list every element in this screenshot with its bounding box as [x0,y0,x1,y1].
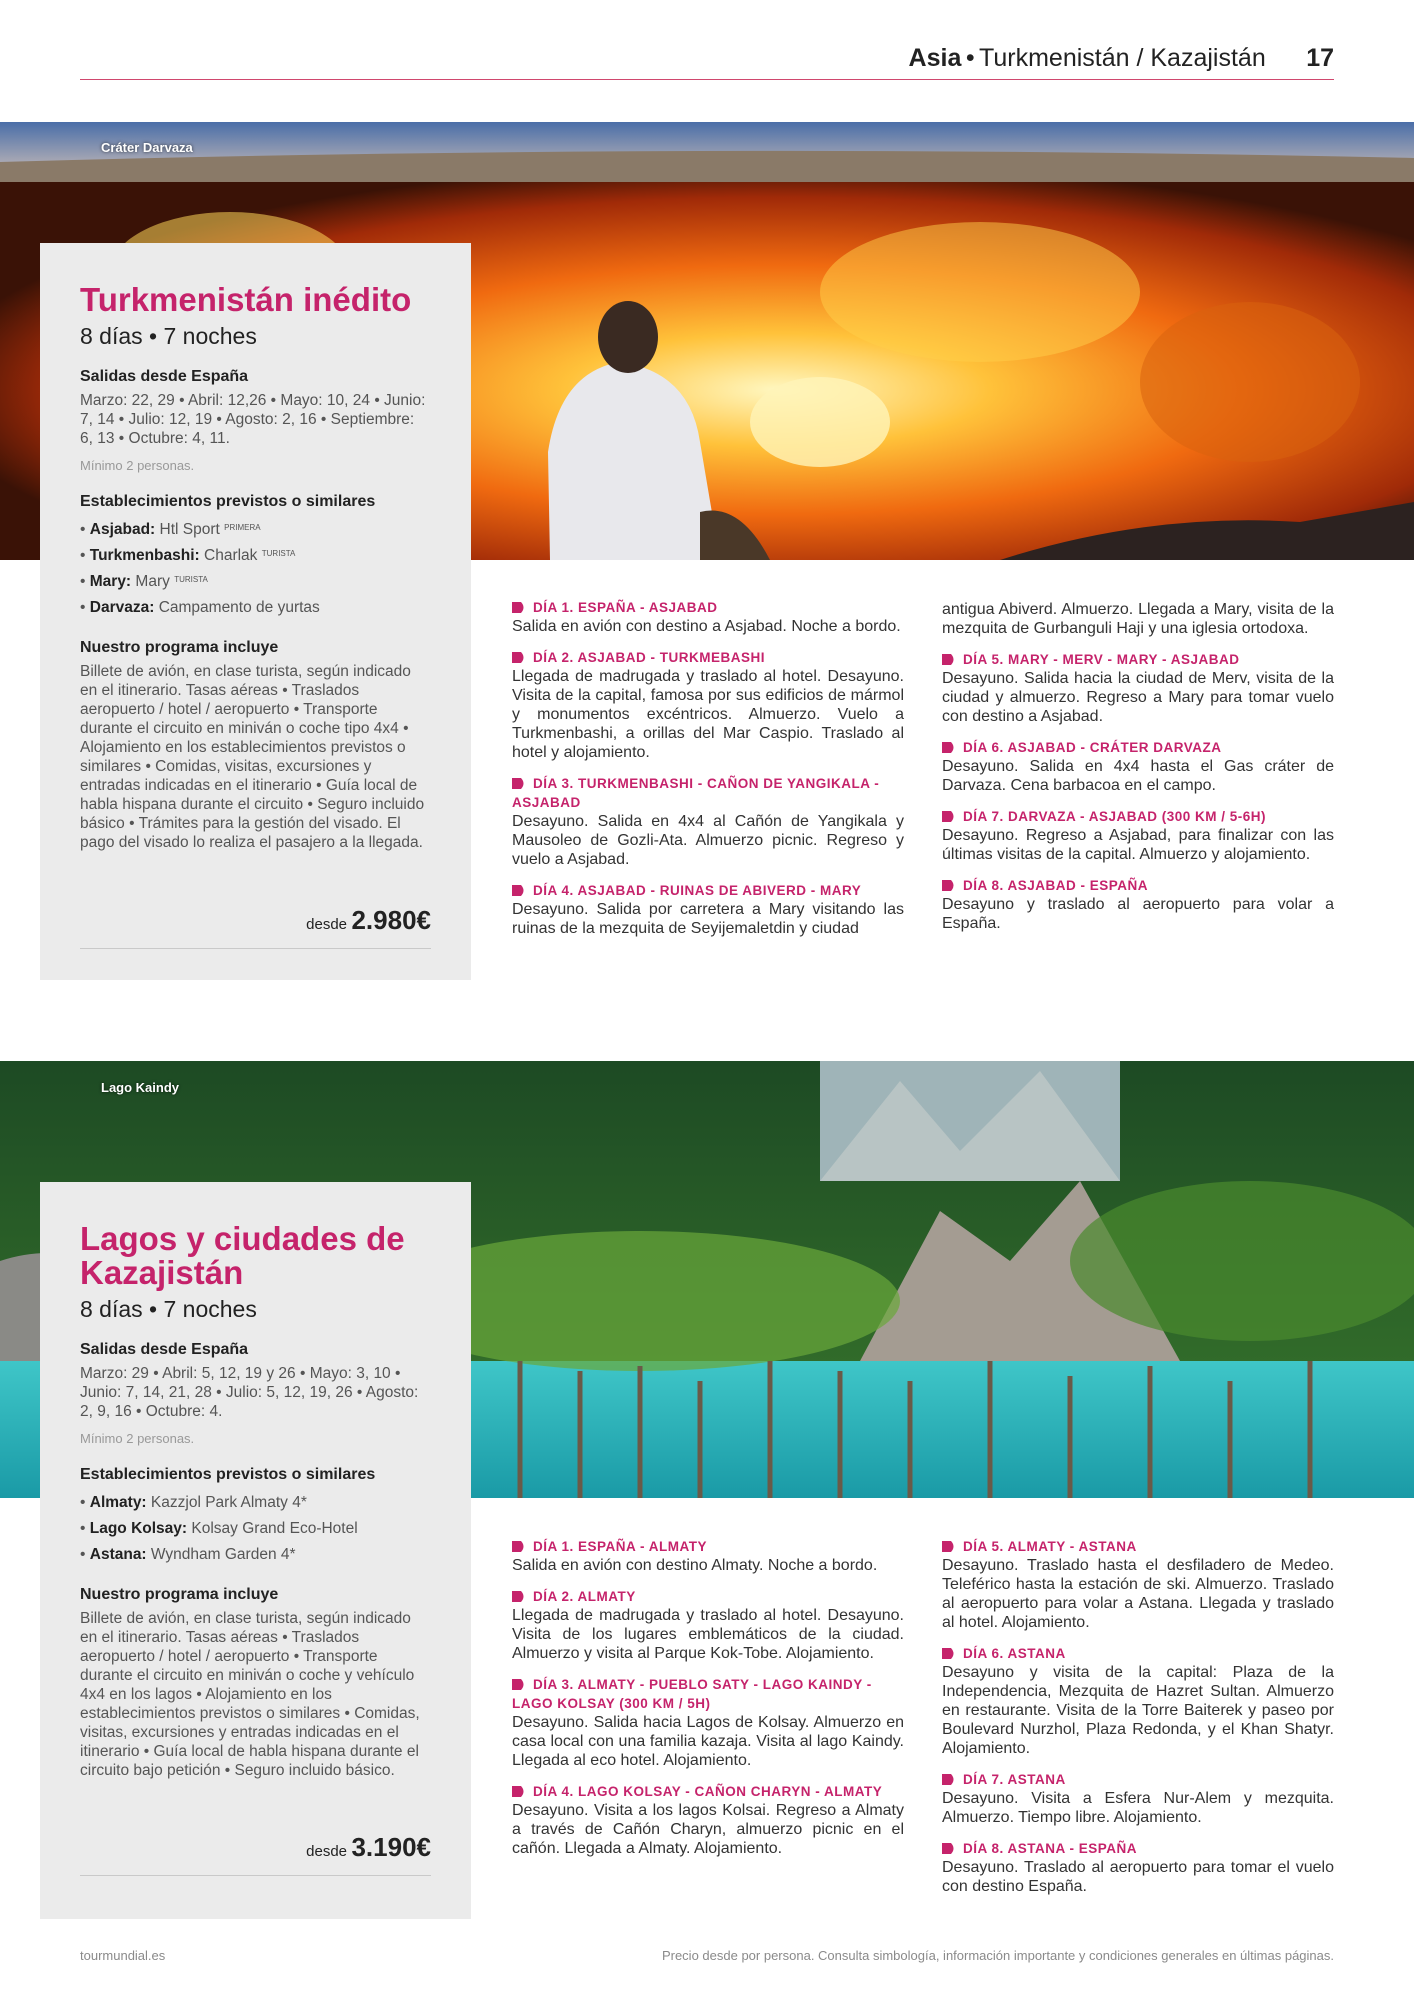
itinerary-column-2 [942,600,1334,945]
day-text: Desayuno. Salida hacia la ciudad de Merv, visita de la ciudad y almuerzo. Regreso a Mary para tomar vuelo con destino a Asjabad. [942,670,1334,725]
footer-disclaimer: Precio desde por persona. Consulta simbología, información importante y condiciones generales en últimas páginas. [661,1948,1334,1963]
hotel-item [80,517,431,543]
day-title-text: DÍA 1. ESPAÑA - ALMATY [533,1539,708,1554]
day-text: Desayuno. Salida hacia Lagos de Kolsay. Almuerzo en casa local con una familia kazaja. Visita al lago Kaindy. Llegada al eco hotel. Alojamiento. [512,1714,904,1769]
list-bullet: • [80,547,86,564]
departures-heading: Salidas desde España [80,368,249,385]
minimum-people: Mínimo 2 personas. [80,458,195,473]
flag-icon [512,885,526,896]
page-number: 17 [1306,44,1334,72]
hotels-list [80,1490,431,1568]
hotel-item [80,569,431,595]
day-title-text: DÍA 1. ESPAÑA - ASJABAD [533,600,718,615]
includes-text: Billete de avión, en clase turista, según indicado en el itinerario. Tasas aéreas • Traslados aeropuerto / hotel / aeropuerto • Transporte durante el circuito en miniván o coche tipo 4x4 • Alojamiento en los establecimientos previstos o similares • Comidas, visitas, excursiones y entradas indicadas en el itinerario • Guía local de habla hispana durante el circuito • Seguro incluido básico • Trámites para la gestión del visado. El pago del visado lo realiza el pasajero a la llegada. [80,663,425,851]
flag-icon [512,1786,526,1797]
day-text: Llegada de madrugada y traslado al hotel. Desayuno. Visita de la capital, famosa por sus edificios de mármol y monumentos excéntricos. Almuerzo. Vuelo a Turkmenbashi, a orillas del Mar Caspio. Traslado al hotel y alojamiento. [512,668,904,761]
hotel-item [80,1490,431,1516]
day-title [512,774,904,812]
departures-heading: Salidas desde España [80,1341,249,1358]
list-bullet: • [80,521,86,538]
day-text: Desayuno y traslado al aeropuerto para volar a España. [942,896,1334,932]
day-text: Desayuno. Salida por carretera a Mary visitando las ruinas de la mezquita de Seyijemaletdin y ciudad [512,901,904,937]
hotel-item [80,1542,431,1568]
hotel-city: Astana: [89,1546,147,1563]
day-title [512,1782,904,1801]
price-row [80,1832,431,1876]
day-title-text: DÍA 7. DARVAZA - ASJABAD (300 KM / 5-6H) [963,809,1267,824]
page-footer [80,1948,1334,1963]
hotel-name: Mary [135,573,170,590]
itinerary-column-1 [512,598,904,950]
tour-title: Turkmenistán inédito [80,281,412,318]
day-title-text: DÍA 3. TURKMENBASHI - CAÑON DE YANGIKALA - ASJABAD [512,776,880,810]
day-title-text: DÍA 3. ALMATY - PUEBLO SATY - LAGO KAINDY - LAGO KOLSAY (300 KM / 5H) [512,1677,872,1711]
day-title-text: DÍA 2. ASJABAD - TURKMEBASHI [533,650,766,665]
day-text: Llegada de madrugada y traslado al hotel. Desayuno. Visita de los lugares emblemáticos de la ciudad. Almuerzo y visita al Parque Kok-Tobe. Alojamiento. [512,1607,904,1662]
day-title [942,738,1334,757]
day-title [942,1839,1334,1858]
day-title-text: DÍA 2. ALMATY [533,1589,636,1604]
price-prefix: desde [306,1843,348,1860]
flag-icon [942,880,956,891]
flag-icon [942,654,956,665]
hotel-name: Charlak [204,547,258,564]
hotels-heading: Establecimientos previstos o similares [80,493,376,510]
tour-duration: 8 días • 7 noches [80,1296,257,1322]
flag-icon [942,811,956,822]
hotel-name: Kolsay Grand Eco-Hotel [191,1520,358,1537]
itinerary-column-2 [942,1537,1334,1908]
minimum-people: Mínimo 2 personas. [80,1431,195,1446]
day-text: Desayuno. Salida en 4x4 hasta el Gas cráter de Darvaza. Cena barbacoa en el campo. [942,758,1334,794]
includes-heading: Nuestro programa incluye [80,639,279,656]
day-title-text: DÍA 5. ALMATY - ASTANA [963,1539,1137,1554]
flag-icon [942,1648,956,1659]
tour-title: Lagos y ciudades de Kazajistán [80,1220,405,1291]
day-title-text: DÍA 8. ASTANA - ESPAÑA [963,1841,1138,1856]
tour-info-box [40,1182,471,1919]
flag-icon [512,602,526,613]
header-separator: • [965,44,975,72]
day-title [942,876,1334,895]
departures-text: Marzo: 22, 29 • Abril: 12,26 • Mayo: 10, 24 • Junio: 7, 14 • Julio: 12, 19 • Agosto: 2, 16 • Septiembre: 6, 13 • Octubre: 4, 11. [80,392,426,447]
hotel-category: PRIMERA [224,523,261,532]
hotel-name: Campamento de yurtas [158,599,320,616]
flag-icon [942,1843,956,1854]
hotel-city: Mary: [89,573,132,590]
flag-icon [942,742,956,753]
hotel-name: Wyndham Garden 4* [150,1546,296,1563]
day-text: Desayuno y visita de la capital: Plaza de la Independencia, Mezquita de Hazret Sultan. Almuerzo en restaurante. Visita de la Torre Baiterek y paseo por Boulevard Nurzhol, Plaza Redonda, y el Khan Shatyr. Alojamiento. [942,1664,1334,1757]
day-title-text: DÍA 8. ASJABAD - ESPAÑA [963,878,1149,893]
list-bullet: • [80,1494,86,1511]
hotels-list [80,517,431,621]
tour-info-box [40,243,471,980]
day-title [512,881,904,900]
tour-price: 3.190€ [351,1832,431,1862]
day-text: Desayuno. Visita a los lagos Kolsai. Regreso a Almaty a través de Cañón Charyn, almuerzo picnic en el cañón. Llegada a Almaty. Alojamiento. [512,1802,904,1857]
flag-icon [512,652,526,663]
flag-icon [942,1774,956,1785]
day-title-text: DÍA 6. ASJABAD - CRÁTER DARVAZA [963,740,1222,755]
day-text: Salida en avión con destino Almaty. Noche a bordo. [512,1557,878,1574]
day-title [512,1675,904,1713]
day-text-continued: antigua Abiverd. Almuerzo. Llegada a Mary, visita de la mezquita de Gurbanguli Haji y una iglesia ortodoxa. [942,601,1334,637]
flag-icon [942,1541,956,1552]
hotel-city: Almaty: [89,1494,147,1511]
hotel-item [80,543,431,569]
day-title [512,598,904,617]
price-prefix: desde [306,916,348,933]
day-title [512,1587,904,1606]
hotel-category: TURISTA [174,575,208,584]
footer-website: tourmundial.es [80,1948,166,1963]
includes-heading: Nuestro programa incluye [80,1586,279,1603]
day-title [942,650,1334,669]
includes-text: Billete de avión, en clase turista, según indicado en el itinerario. Tasas aéreas • Traslados aeropuerto / hotel / aeropuerto • Transporte durante el circuito en miniván o coche y vehículo 4x4 en los lagos • Alojamiento en los establecimientos previstos o similares • Comidas, visitas, excursiones y entradas indicadas en el itinerario • Guía local de habla hispana durante el circuito bajo petición • Seguro incluido básico. [80,1610,420,1779]
flag-icon [512,1541,526,1552]
flag-icon [512,1591,526,1602]
day-title [512,648,904,667]
hotel-name: Htl Sport [159,521,220,538]
day-text: Salida en avión con destino a Asjabad. Noche a bordo. [512,618,901,635]
photo-caption: Lago Kaindy [101,1080,180,1095]
photo-caption: Cráter Darvaza [101,140,193,155]
header-region: Asia [908,44,962,72]
hotels-heading: Establecimientos previstos o similares [80,1466,376,1483]
itinerary-column-1 [512,1537,904,1870]
day-text: Desayuno. Salida en 4x4 al Cañón de Yangikala y Mausoleo de Gozli-Ata. Almuerzo picnic. Regreso y vuelo a Asjabad. [512,813,904,868]
flag-icon [512,1679,526,1690]
day-title [942,1644,1334,1663]
header-countries: Turkmenistán / Kazajistán [979,44,1266,72]
day-title [512,1537,904,1556]
day-title-text: DÍA 4. ASJABAD - RUINAS DE ABIVERD - MARY [533,883,862,898]
hotel-item [80,595,431,621]
day-title-text: DÍA 7. ASTANA [963,1772,1066,1787]
departures-text: Marzo: 29 • Abril: 5, 12, 19 y 26 • Mayo: 3, 10 • Junio: 7, 14, 21, 28 • Julio: 5, 12, 19, 26 • Agosto: 2, 9, 16 • Octubre: 4. [80,1365,419,1420]
day-text: Desayuno. Traslado al aeropuerto para tomar el vuelo con destino España. [942,1859,1334,1895]
day-title-text: DÍA 4. LAGO KOLSAY - CAÑON CHARYN - ALMATY [533,1784,883,1799]
day-title-text: DÍA 6. ASTANA [963,1646,1066,1661]
day-text: Desayuno. Traslado hasta el desfiladero de Medeo. Teleférico hasta la estación de ski. Almuerzo. Traslado al aeropuerto para volar a Astana. Llegada y traslado al hotel. Alojamiento. [942,1557,1334,1631]
list-bullet: • [80,573,86,590]
price-row [80,905,431,949]
day-title [942,1537,1334,1556]
hotel-item [80,1516,431,1542]
tour-duration: 8 días • 7 noches [80,323,257,349]
day-title [942,1770,1334,1789]
tour-price: 2.980€ [351,905,431,935]
list-bullet: • [80,599,86,616]
page-header [80,44,1334,80]
hotel-name: Kazzjol Park Almaty 4* [150,1494,307,1511]
hotel-city: Asjabad: [89,521,156,538]
list-bullet: • [80,1520,86,1537]
day-text: Desayuno. Regreso a Asjabad, para finalizar con las últimas visitas de la capital. Almuerzo y alojamiento. [942,827,1334,863]
hotel-city: Darvaza: [89,599,155,616]
list-bullet: • [80,1546,86,1563]
day-text: Desayuno. Visita a Esfera Nur-Alem y mezquita. Almuerzo. Tiempo libre. Alojamiento. [942,1790,1334,1826]
flag-icon [512,778,526,789]
day-title [942,807,1334,826]
day-title-text: DÍA 5. MARY - MERV - MARY - ASJABAD [963,652,1240,667]
hotel-city: Turkmenbashi: [89,547,200,564]
hotel-category: TURISTA [261,549,296,558]
hotel-city: Lago Kolsay: [89,1520,188,1537]
